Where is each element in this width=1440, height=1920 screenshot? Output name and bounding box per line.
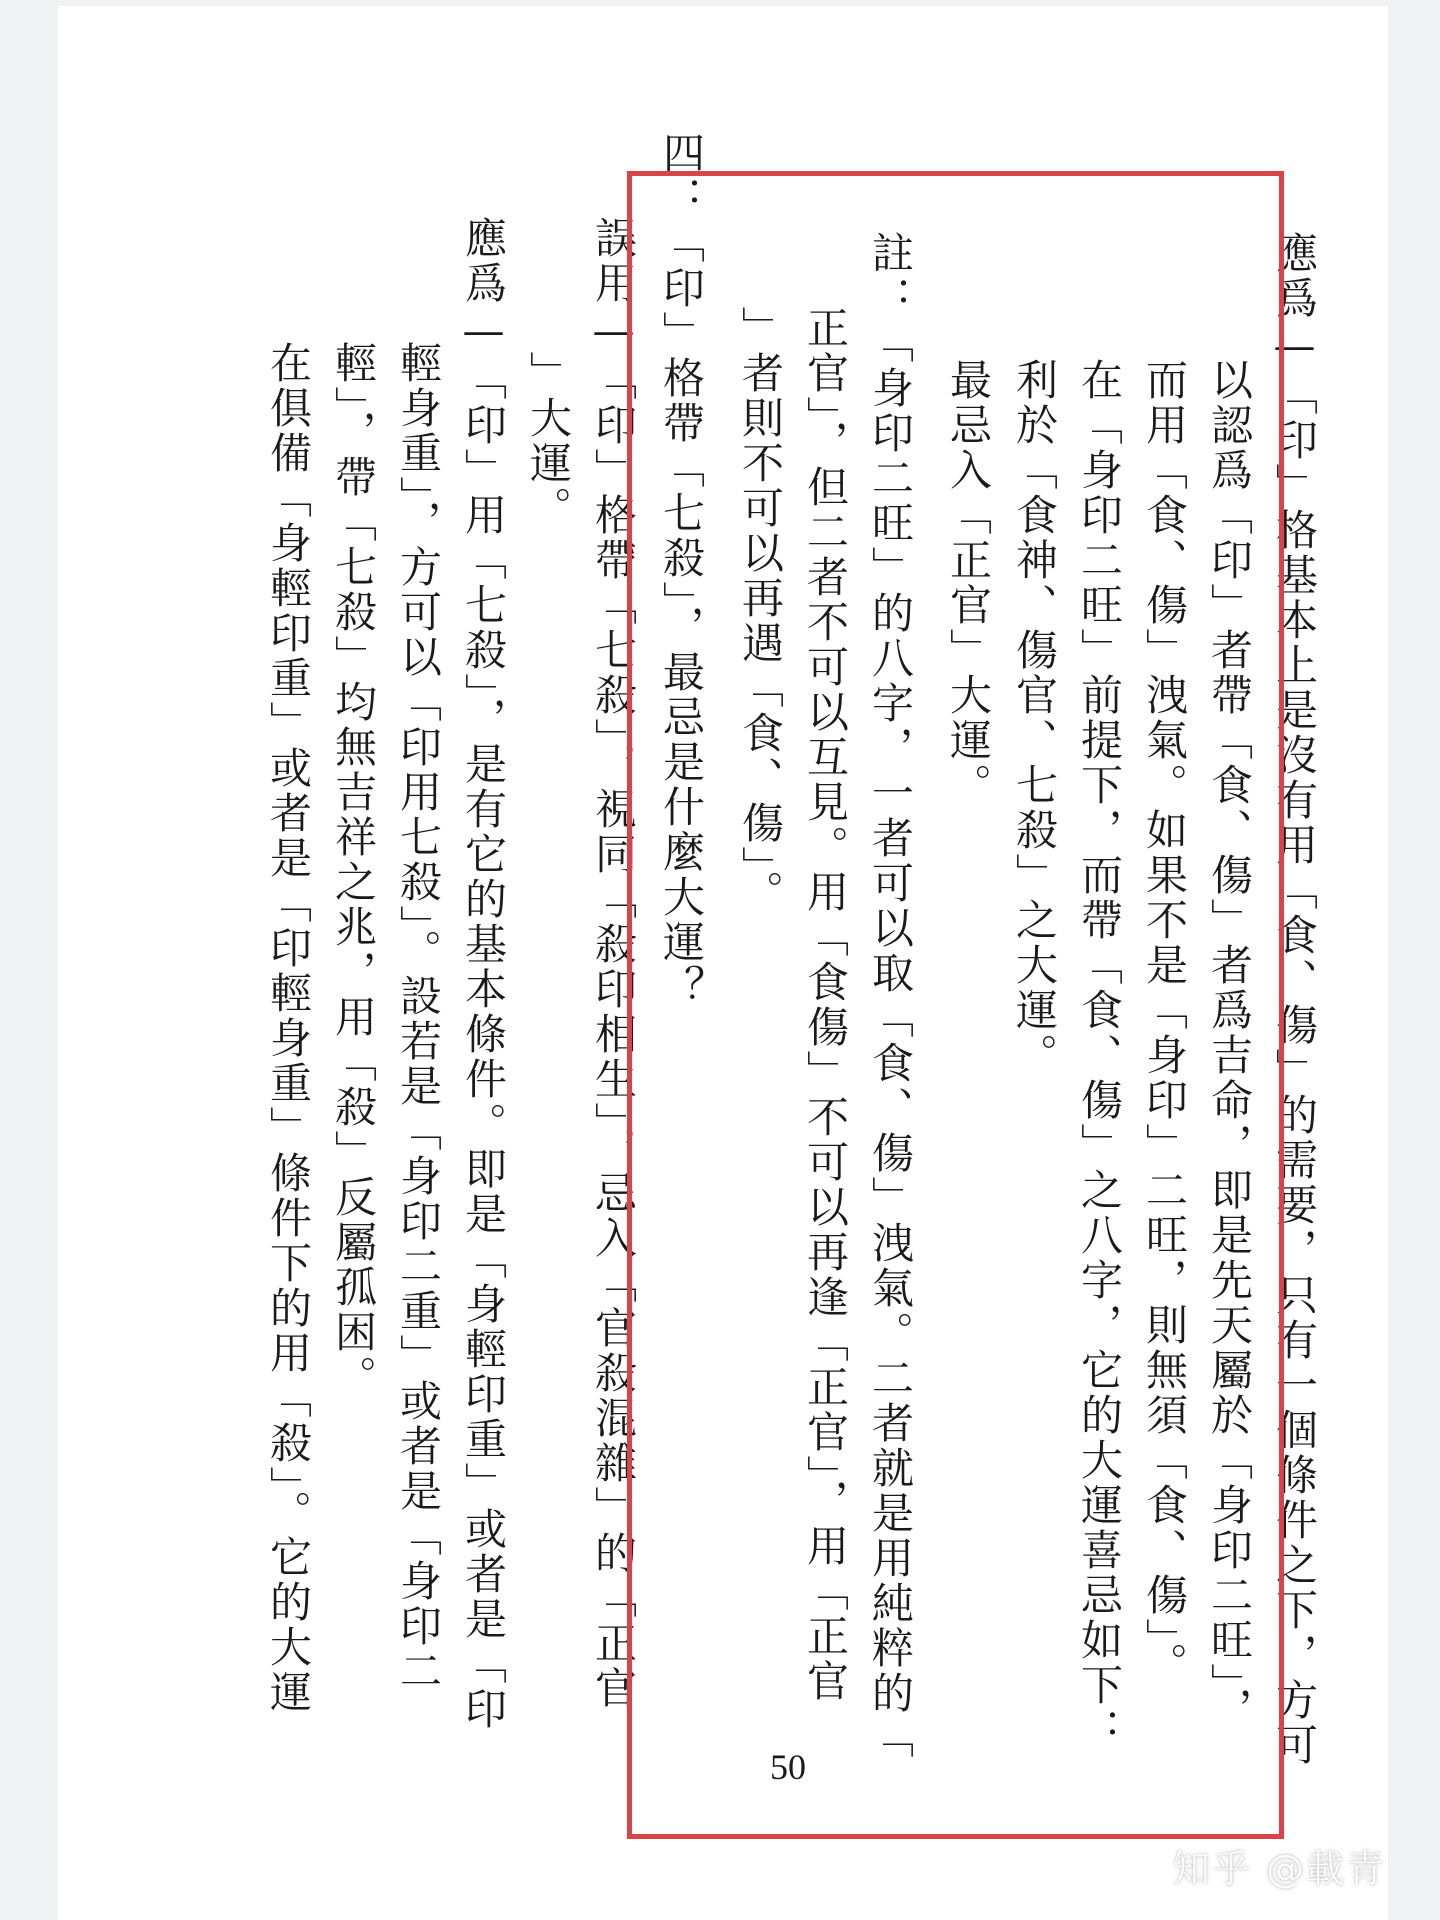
section-heading: 四：「印」格帶「七殺」，最忌是什麼大運？ (657, 131, 706, 1010)
text-column: 以認爲「印」者帶「食、傷」者爲吉命，即是先天屬於「身印二旺」， (1205, 358, 1254, 1732)
page-number: 50 (770, 1747, 806, 1787)
red-highlight-box (627, 171, 1284, 1839)
text-column: 最忌入「正官」大運。 (944, 358, 993, 808)
text-column: 註：「身印二旺」的八字，一者可以取「食、傷」洩氣。二者就是用純粹的「 (866, 231, 915, 1761)
text-column: 」者則不可以再遇「食、傷」。 (736, 306, 785, 915)
text-column: 應爲—「印」用「七殺」，是有它的基本條件。即是「身輕印重」或者是「印 (459, 216, 508, 1732)
text-column: 應爲—「印」格基本上是沒有用「食、傷」的需要，只有一個條件之下，方可 (1270, 231, 1319, 1768)
text-column: 在俱備「身輕印重」或者是「印輕身重」條件下的用「殺」。它的大運 (264, 341, 313, 1715)
text-column: 而用「食、傷」洩氣。如果不是「身印」二旺，則無須「食、傷」。 (1140, 358, 1189, 1687)
zhihu-watermark: 知乎 @載青 (1172, 1847, 1387, 1891)
text-column: 誤用—「印」格帶「七殺」，視同「殺印相生」，忌入「官殺混雜」的「正官 (589, 216, 638, 1711)
text-column: 輕」，帶「七殺」均無吉祥之兆，用「殺」反屬孤困。 (329, 341, 378, 1400)
text-column: 利於「食神、傷官、七殺」之大運。 (1010, 358, 1059, 1078)
text-column: 正官」，但二者不可以互見。用「食傷」不可以再逢「正官」，用「正官 (801, 306, 850, 1704)
text-column: 在「身印二旺」前提下，而帶「食、傷」之八字，它的大運喜忌如下： (1075, 358, 1124, 1753)
text-column: 輕身重」，方可以「印用七殺」。設若是「身印二重」或者是「身印二 (394, 341, 443, 1694)
text-column: 」大運。 (524, 351, 573, 531)
